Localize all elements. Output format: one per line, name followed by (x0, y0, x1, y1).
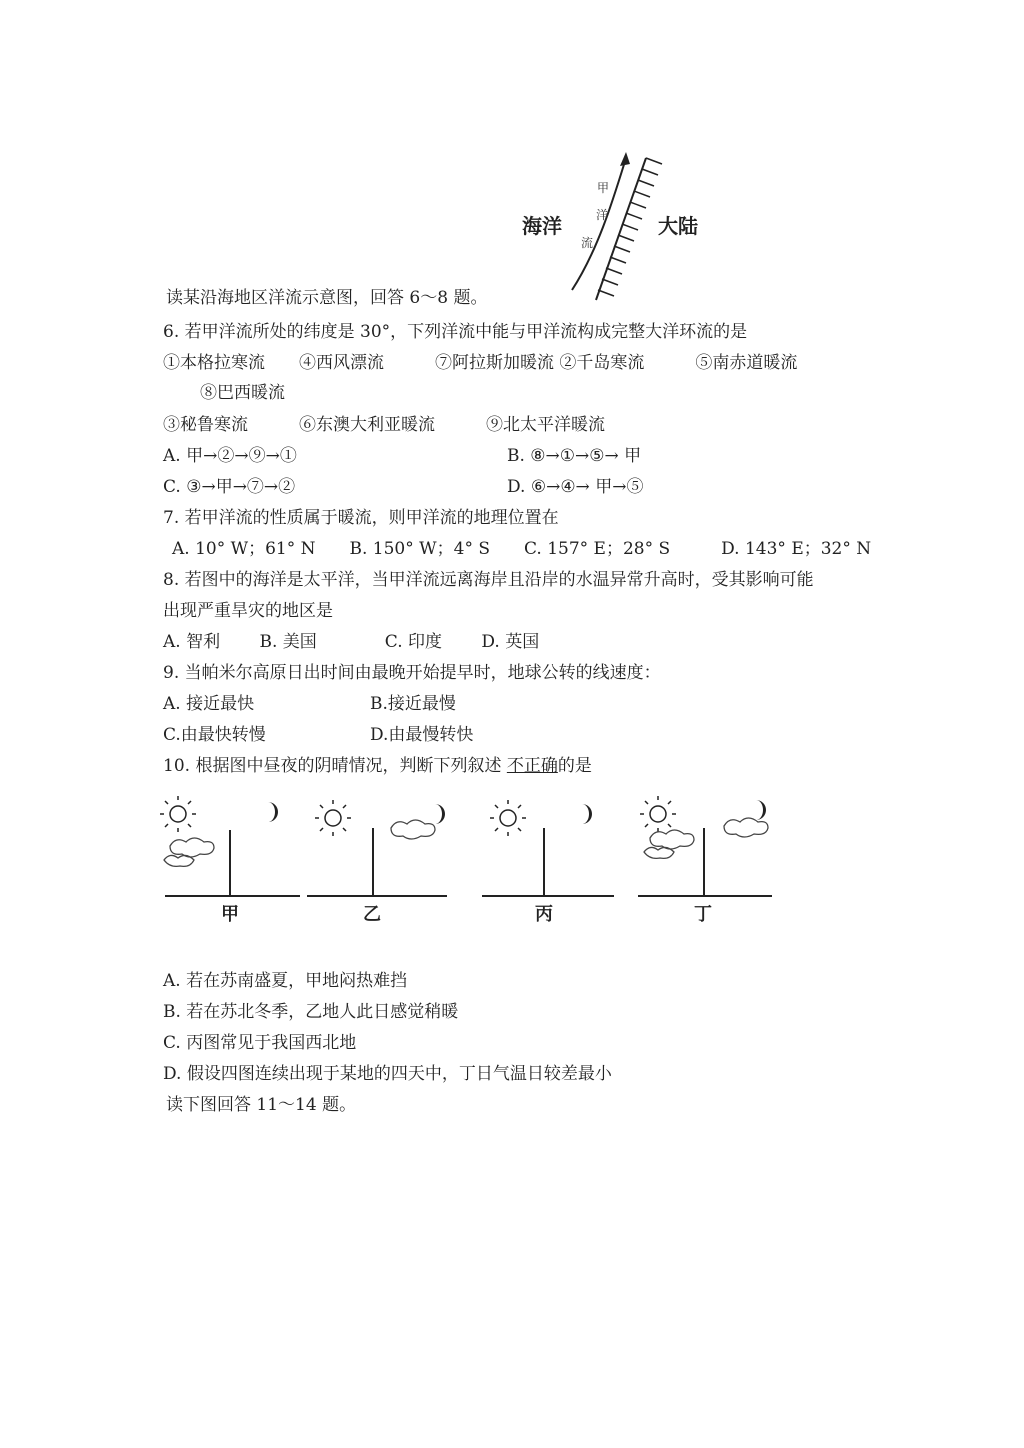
q7-stem: 7. 若甲洋流的性质属于暖流，则甲洋流的地理位置在 (163, 508, 559, 528)
moon-icon (268, 802, 278, 822)
current-arrow-line (572, 158, 626, 290)
ocean-current-diagram (508, 140, 730, 302)
sun-icon (490, 800, 526, 836)
sun-icon (315, 800, 351, 836)
q9-option-c: C.由最快转慢 (163, 725, 266, 745)
q6-option-b: B. ⑧→①→⑤→ 甲 (507, 446, 642, 466)
q7-options: A. 10° W；61° N B. 150° W；4° S C. 157° E；28° S D. 143° E；32° N (172, 539, 872, 559)
moon-icon (435, 804, 445, 824)
moon-icon (756, 800, 766, 820)
land-label: 大陆 (658, 214, 698, 238)
weather-panel-bing (482, 790, 632, 925)
q9-stem: 9. 当帕米尔高原日出时间由最晚开始提早时，地球公转的线速度： (163, 663, 661, 683)
weather-panel-jia (160, 790, 310, 925)
q8-options: A. 智利 B. 美国 C. 印度 D. 英国 (163, 632, 540, 652)
q8-stem-line1: 8. 若图中的海洋是太平洋，当甲洋流远离海岸且沿岸的水温异常升高时，受其影响可能 (163, 570, 814, 590)
q10-option-d: D. 假设四图连续出现于某地的四天中，丁日气温日较差最小 (163, 1064, 612, 1084)
q10-option-a: A. 若在苏南盛夏，甲地闷热难挡 (163, 971, 408, 991)
q6-option-a: A. 甲→②→⑨→① (163, 446, 297, 466)
weather-panel-yi (307, 790, 457, 925)
panel-label-yi: 乙 (363, 904, 381, 925)
weather-panel-ding (638, 790, 788, 925)
q9-option-d: D.由最慢转快 (370, 725, 474, 745)
q10-stem-pre: 10. 根据图中昼夜的阴晴情况，判断下列叙述 (163, 756, 507, 776)
panel-label-ding: 丁 (694, 904, 712, 925)
q10-stem-underlined: 不正确 (506, 756, 558, 776)
q10-stem-post: 的是 (557, 756, 592, 776)
q9-option-b: B.接近最慢 (370, 694, 456, 714)
q10-option-c: C. 丙图常见于我国西北地 (163, 1033, 357, 1053)
current-arrowhead (620, 152, 630, 166)
cloud-icon (724, 818, 768, 837)
q8-stem-line2: 出现严重旱灾的地区是 (163, 601, 333, 621)
q10-stem (163, 755, 592, 777)
panel-label-bing: 丙 (535, 904, 553, 925)
moon-icon (582, 804, 592, 824)
q6-current-list-row3: ③秘鲁寒流 ⑥东澳大利亚暖流 ⑨北太平洋暖流 (163, 415, 605, 435)
cloud-icon (391, 820, 435, 839)
panel-label-jia: 甲 (221, 904, 239, 925)
current-name-char: 洋 (595, 208, 608, 222)
cloud-icon (164, 838, 214, 866)
q6-stem: 6. 若甲洋流所处的纬度是 30°，下列洋流中能与甲洋流构成完整大洋环流的是 (163, 322, 748, 342)
ocean-label: 海洋 (522, 214, 562, 238)
intro-q11-14: 读下图回答 11～14 题。 (166, 1095, 357, 1115)
coastline-hatching (598, 158, 662, 296)
q9-option-a: A. 接近最快 (163, 694, 255, 714)
q10-option-b: B. 若在苏北冬季，乙地人此日感觉稍暖 (163, 1002, 459, 1022)
current-name-char: 甲 (596, 181, 609, 195)
sun-icon (640, 796, 676, 832)
sun-icon (160, 796, 196, 832)
q6-option-d: D. ⑥→④→ 甲→⑤ (507, 477, 644, 497)
q6-current-list-row1: ①本格拉寒流 ④西风漂流 ⑦阿拉斯加暖流 ②千岛寒流 ⑤南赤道暖流 (163, 353, 798, 373)
q6-option-c: C. ③→甲→⑦→② (163, 477, 296, 497)
q6-current-list-row2: ⑧巴西暖流 (200, 383, 285, 403)
intro-q6-8: 读某沿海地区洋流示意图，回答 6～8 题。 (166, 288, 488, 308)
current-name-char: 流 (580, 236, 593, 250)
cloud-icon (644, 830, 694, 858)
